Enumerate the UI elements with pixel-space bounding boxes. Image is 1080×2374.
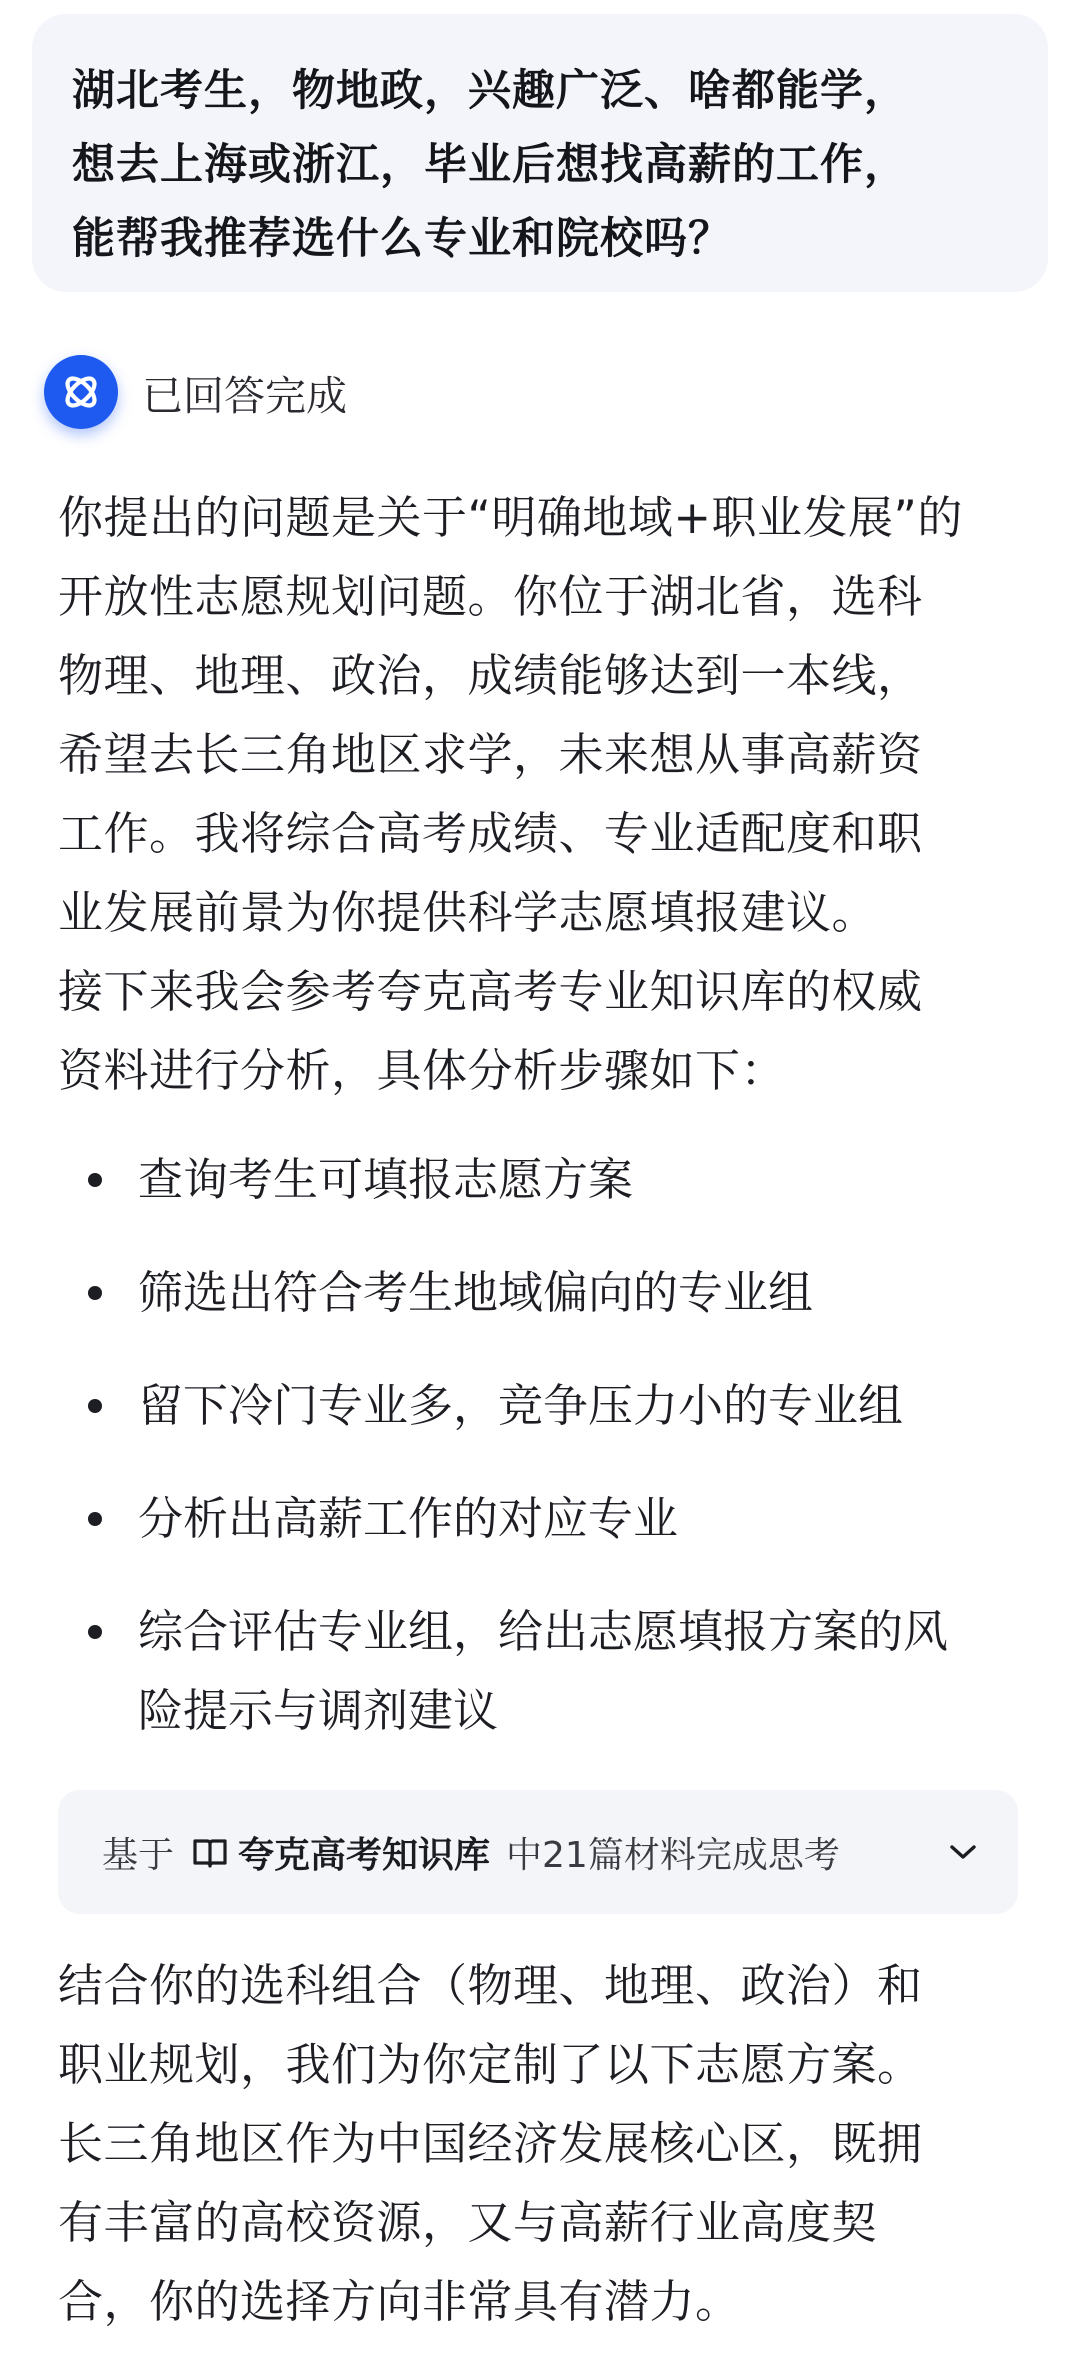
intro-line: 希望去长三角地区求学，未来想从事高薪资 [58, 728, 923, 781]
book-icon [192, 1836, 228, 1868]
list-item [58, 1366, 1018, 1445]
bullet-icon [88, 1173, 102, 1187]
step-line: 分析出高薪工作的对应专业 [138, 1492, 679, 1545]
conclusion-line: 职业规划，我们为你定制了以下志愿方案。 [58, 2038, 923, 2091]
source-prefix: 基于 [102, 1834, 175, 1876]
answer-intro-paragraph [58, 478, 1018, 1110]
step-line: 险提示与调剂建议 [138, 1684, 499, 1737]
intro-line: 资料进行分析，具体分析步骤如下： [58, 1044, 787, 1097]
user-question-text [72, 54, 1008, 276]
answer-conclusion-paragraph [58, 1946, 1018, 2341]
question-line: 能帮我推荐选什么专业和院校吗？ [72, 214, 732, 264]
step-line: 查询考生可填报志愿方案 [138, 1153, 634, 1206]
knowledge-source-card[interactable] [58, 1790, 1018, 1914]
source-name: 夸克高考知识库 [238, 1834, 491, 1876]
list-item [58, 1479, 1018, 1558]
answer-status-label: 已回答完成 [142, 371, 347, 420]
conclusion-line: 合，你的选择方向非常具有潜力。 [58, 2275, 741, 2328]
intro-line: 开放性志愿规划问题。你位于湖北省，选科 [58, 570, 923, 623]
list-item [58, 1592, 1018, 1750]
user-question-bubble[interactable] [32, 14, 1048, 292]
step-line: 筛选出符合考生地域偏向的专业组 [138, 1266, 814, 1319]
bullet-icon [88, 1399, 102, 1413]
intro-line: 物理、地理、政治，成绩能够达到一本线， [58, 649, 923, 702]
intro-line: 接下来我会参考夸克高考专业知识库的权威 [58, 965, 923, 1018]
question-line: 想去上海或浙江，毕业后想找高薪的工作， [72, 140, 908, 190]
intro-line: 你提出的问题是关于“明确地域+职业发展”的 [58, 491, 963, 544]
conclusion-line: 有丰富的高校资源，又与高薪行业高度契 [58, 2196, 878, 2249]
step-line: 留下冷门专业多，竞争压力小的专业组 [138, 1379, 904, 1432]
question-line: 湖北考生，物地政，兴趣广泛、啥都能学， [72, 66, 908, 116]
list-item [58, 1253, 1018, 1332]
bullet-icon [88, 1625, 102, 1639]
bullet-icon [88, 1512, 102, 1526]
source-suffix: 中21篇材料完成思考 [506, 1834, 840, 1876]
analysis-steps-list [58, 1140, 1018, 1784]
step-line: 综合评估专业组，给出志愿填报方案的风 [138, 1605, 949, 1658]
conclusion-line: 长三角地区作为中国经济发展核心区，既拥 [58, 2117, 923, 2170]
conclusion-line: 结合你的选科组合（物理、地理、政治）和 [58, 1959, 923, 2012]
answer-status-row [44, 352, 347, 432]
chevron-down-icon[interactable] [948, 1842, 978, 1862]
intro-line: 工作。我将综合高考成绩、专业适配度和职 [58, 807, 923, 860]
bullet-icon [88, 1286, 102, 1300]
intro-line: 业发展前景为你提供科学志愿填报建议。 [58, 886, 878, 939]
list-item [58, 1140, 1018, 1219]
app-logo-icon [44, 355, 118, 429]
